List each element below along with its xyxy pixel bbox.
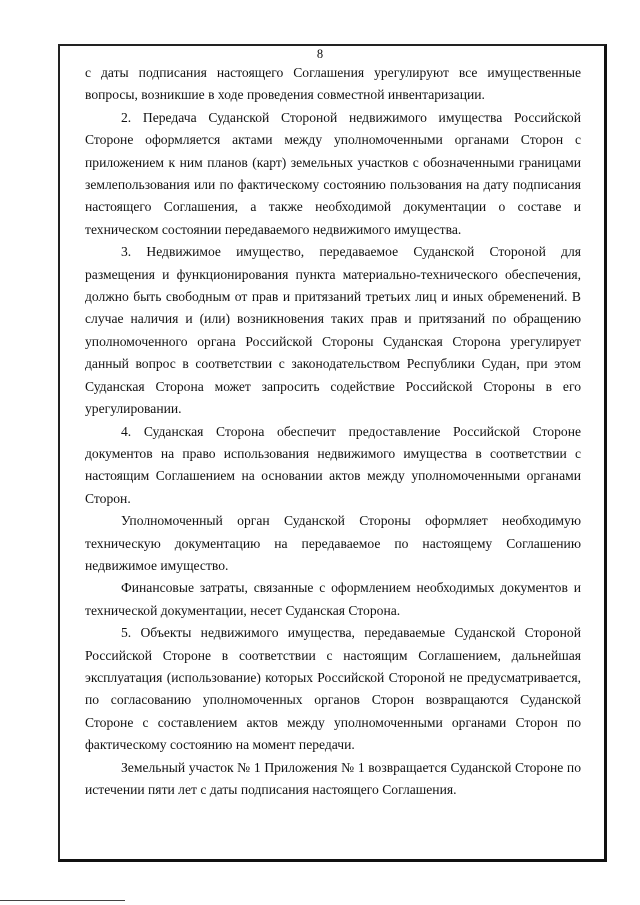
paragraph-clause-4-costs: Финансовые затраты, связанные с оформлением необходимых документов и технической документации, несет Суданская Сторона. (85, 580, 581, 618)
page-number: 8 (316, 47, 324, 61)
paragraph-clause-4-documentation: Уполномоченный орган Суданской Стороны оформляет необходимую техническую документацию на передаваемое по настоящему Соглашению недвижимое имущество. (85, 513, 581, 573)
paragraph-clause-2: 2. Передача Суданской Стороной недвижимого имущества Российской Стороне оформляется актами между уполномоченными органами Сторон с приложением к ним планов (карт) земельных участков с обозначенными границами землепользования или по фактическому состоянию пользования на дату подписания настоящего Соглашения, а также необходимой документации о составе и техническом состоянии передаваемого недвижимого имущества. (85, 109, 581, 237)
paragraph-clause-3: 3. Недвижимое имущество, передаваемое Суданской Стороной для размещения и функционирования пункта материально-технического обеспечения, должно быть свободным от прав и притязаний третьих лиц и иных обременений. В случае наличия и (или) возникновения таких прав и притязаний по обращению уполномоченного органа Российской Стороны Суданская Сторона урегулирует данный вопрос в соответствии с законодательством Республики Судан, при этом Суданская Сторона может запросить содействие Российской Стороны в его урегулировании. (85, 244, 581, 417)
paragraph-clause-4: 4. Суданская Сторона обеспечит предоставление Российской Стороне документов на право использования недвижимого имущества в соответствии с настоящим Соглашением на основании актов между уполномоченными органами Сторон. (85, 423, 581, 506)
paragraph-1-continuation: с даты подписания настоящего Соглашения урегулируют все имущественные вопросы, возникшие в ходе проведения совместной инвентаризации. (85, 65, 581, 103)
document-body (85, 62, 581, 801)
paragraph-clause-5: 5. Объекты недвижимого имущества, передаваемые Суданской Стороной Российской Стороне в соответствии с настоящим Соглашением, дальнейшая эксплуатация (использование) которых Российской Стороной не предусматривается, по согласованию уполномоченных органов Сторон возвращаются Суданской Стороне с составлением актов между уполномоченными органами Сторон по фактическому состоянию на момент передачи. (85, 625, 581, 753)
footnote-separator-line (0, 900, 125, 901)
paragraph-clause-5-land-plot: Земельный участок № 1 Приложения № 1 возвращается Суданской Стороне по истечении пяти лет с даты подписания настоящего Соглашения. (85, 759, 581, 797)
